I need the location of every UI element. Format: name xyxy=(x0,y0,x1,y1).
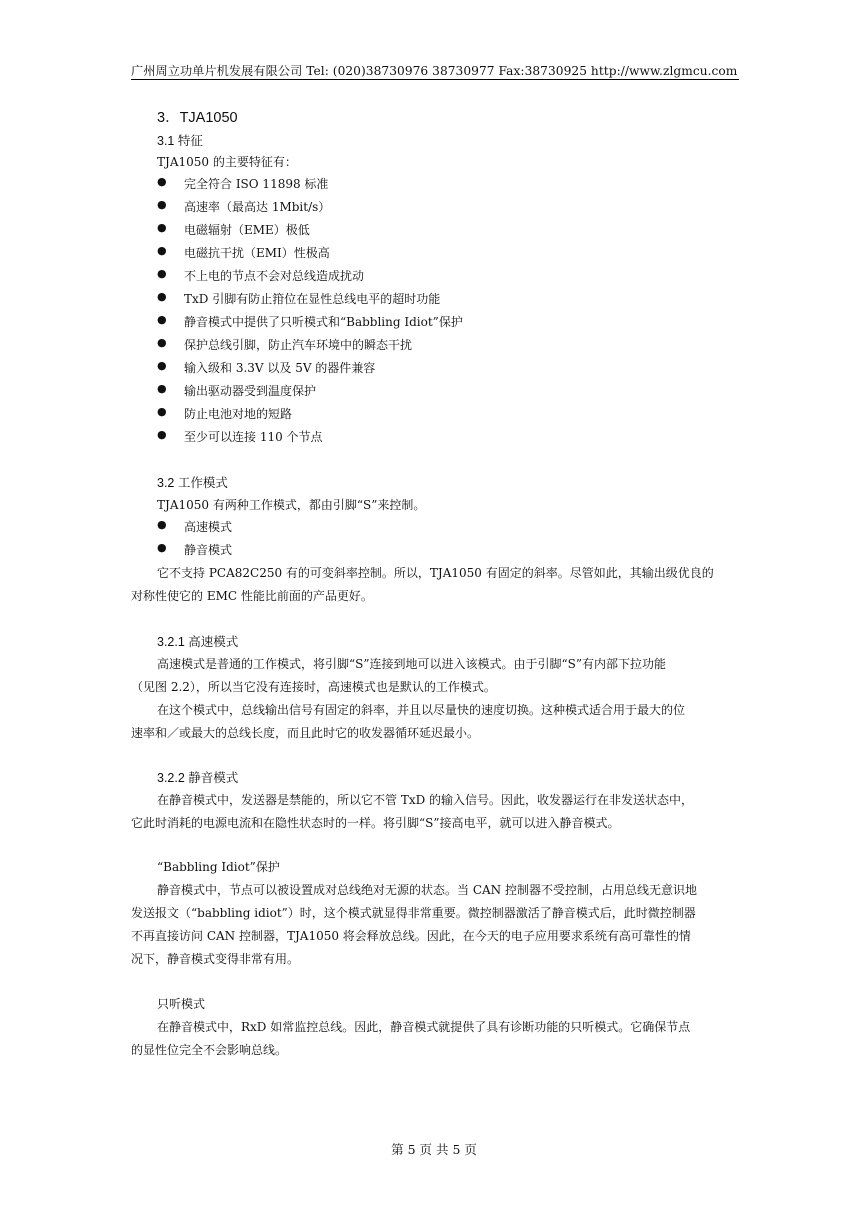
features-intro: TJA1050 的主要特征有： xyxy=(157,155,297,169)
list-item: 静音模式中提供了只听模式和“Babbling Idiot”保护 xyxy=(184,315,463,329)
subsection-title-highspeed: 3.2.1 高速模式 xyxy=(157,635,239,649)
paragraph-line: 它此时消耗的电源电流和在隐性状态时的一样。将引脚“S”接高电平，就可以进入静音模式。 xyxy=(131,816,620,830)
list-item: 防止电池对地的短路 xyxy=(184,407,293,421)
list-item: 输入级和 3.3V 以及 5V 的器件兼容 xyxy=(184,361,376,375)
bullet-icon: ● xyxy=(157,359,167,372)
list-item: 不上电的节点不会对总线造成扰动 xyxy=(184,269,365,283)
paragraph-line: （见图 2.2），所以当它没有连接时，高速模式也是默认的工作模式。 xyxy=(131,680,496,694)
list-item: TxD 引脚有防止箝位在显性总线电平的超时功能 xyxy=(184,292,441,306)
paragraph-line: 况下，静音模式变得非常有用。 xyxy=(131,952,300,966)
bullet-icon: ● xyxy=(157,382,167,395)
page-footer: 第 5 页 共 5 页 xyxy=(391,1142,477,1157)
paragraph-line: 在静音模式中，RxD 如常监控总线。因此，静音模式就提供了具有诊断功能的只听模式。它确保节点 xyxy=(157,1020,691,1034)
paragraph-line: 的显性位完全不会影响总线。 xyxy=(131,1043,288,1057)
bullet-icon: ● xyxy=(157,290,167,303)
list-item: 静音模式 xyxy=(184,543,233,557)
bullet-icon: ● xyxy=(157,541,167,554)
paragraph-line: 不再直接访问 CAN 控制器，TJA1050 将会释放总线。因此，在今天的电子应用要求系统有高可靠性的情 xyxy=(131,929,691,943)
subsection-title-silent: 3.2.2 静音模式 xyxy=(157,771,239,785)
section-title: 3．TJA1050 xyxy=(157,110,238,126)
paragraph-line: 它不支持 PCA82C250 有的可变斜率控制。所以，TJA1050 有固定的斜率。尽管如此，其输出级优良的 xyxy=(157,566,714,580)
list-item: 至少可以连接 110 个节点 xyxy=(184,430,323,444)
list-item: 完全符合 ISO 11898 标准 xyxy=(184,177,329,191)
subsection-title-modes: 3.2 工作模式 xyxy=(157,476,228,490)
bullet-icon: ● xyxy=(157,244,167,257)
paragraph-line: 在静音模式中，发送器是禁能的，所以它不管 TxD 的输入信号。因此，收发器运行在非发送状态中， xyxy=(157,793,694,807)
babbling-idiot-heading: “Babbling Idiot”保护 xyxy=(157,860,280,874)
page-header: 广州周立功单片机发展有限公司 Tel: (020)38730976 38730977 Fax:38730925 http://www.zlgmcu.com xyxy=(131,64,738,78)
subsection-title-features: 3.1 特征 xyxy=(157,134,203,148)
paragraph-line: 发送报文（“babbling idiot”）时，这个模式就显得非常重要。微控制器激活了静音模式后，此时微控制器 xyxy=(131,906,696,920)
listen-only-heading: 只听模式 xyxy=(157,997,206,1011)
bullet-icon: ● xyxy=(157,175,167,188)
list-item: 电磁辐射（EME）极低 xyxy=(184,223,310,237)
bullet-icon: ● xyxy=(157,336,167,349)
bullet-icon: ● xyxy=(157,313,167,326)
list-item: 高速模式 xyxy=(184,520,233,534)
paragraph-line: 静音模式中，节点可以被设置成对总线绝对无源的状态。当 CAN 控制器不受控制，占用总线无意识地 xyxy=(157,883,697,897)
list-item: 保护总线引脚，防止汽车环境中的瞬态干扰 xyxy=(184,338,413,352)
bullet-icon: ● xyxy=(157,221,167,234)
paragraph-line: 高速模式是普通的工作模式，将引脚“S”连接到地可以进入该模式。由于引脚“S”有内部下拉功能 xyxy=(157,657,666,671)
paragraph-line: 在这个模式中，总线输出信号有固定的斜率，并且以尽量快的速度切换。这种模式适合用于最大的位 xyxy=(157,703,686,717)
bullet-icon: ● xyxy=(157,428,167,441)
paragraph-line: 速率和／或最大的总线长度，而且此时它的收发器循环延迟最小。 xyxy=(131,726,480,740)
list-item: 输出驱动器受到温度保护 xyxy=(184,384,317,398)
bullet-icon: ● xyxy=(157,267,167,280)
list-item: 电磁抗干扰（EMI）性极高 xyxy=(184,246,330,260)
list-item: 高速率（最高达 1Mbit/s） xyxy=(184,200,331,214)
paragraph-line: 对称性使它的 EMC 性能比前面的产品更好。 xyxy=(131,589,373,603)
bullet-icon: ● xyxy=(157,198,167,211)
header-rule xyxy=(131,79,739,80)
bullet-icon: ● xyxy=(157,405,167,418)
modes-intro: TJA1050 有两种工作模式，都由引脚“S”来控制。 xyxy=(157,498,426,512)
bullet-icon: ● xyxy=(157,518,167,531)
